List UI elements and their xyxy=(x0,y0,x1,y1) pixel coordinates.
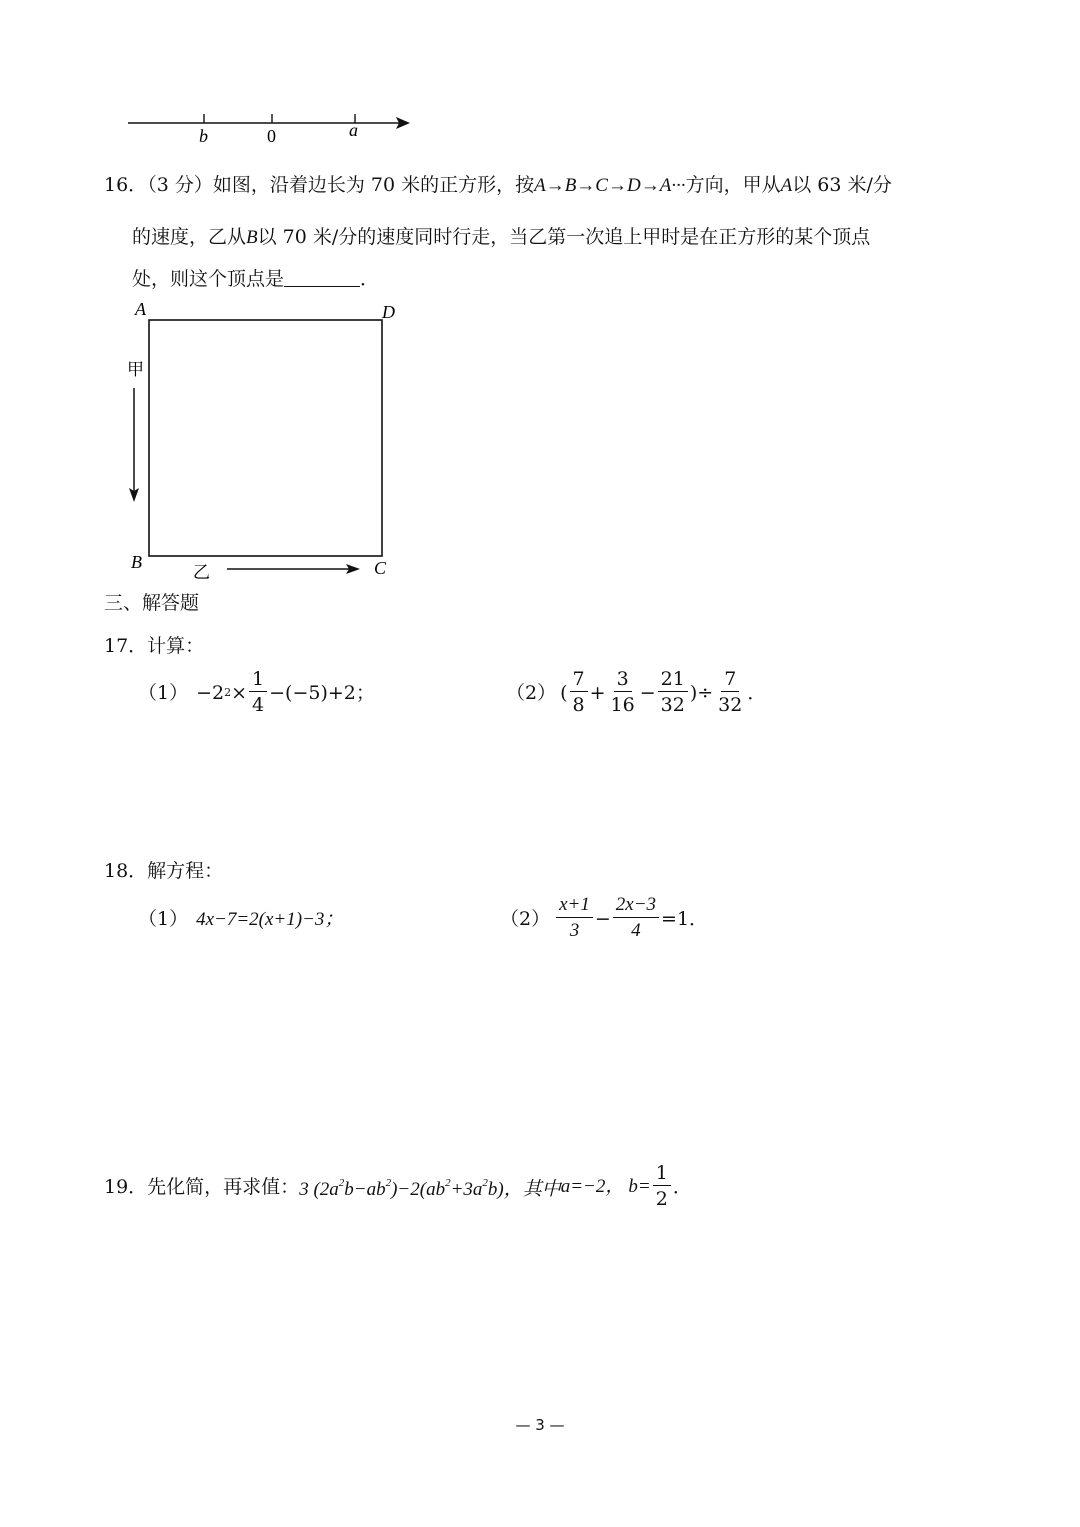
vertex-b: B xyxy=(131,552,142,572)
q16-score: （3 分） xyxy=(147,174,213,196)
fraction: $\frac{7}{8}$ xyxy=(570,667,588,718)
page-number: — 3 — xyxy=(515,1416,565,1434)
fraction: $\frac{3}{16}$ xyxy=(610,668,635,716)
label-jia: 甲 xyxy=(127,360,144,380)
vertex-c: C xyxy=(374,558,387,578)
fraction: $\frac{21}{32}$ xyxy=(658,667,688,718)
q18-title: 18．解方程： xyxy=(104,860,224,882)
label-a: a xyxy=(349,120,358,140)
label-b: b xyxy=(199,126,208,146)
section-title: 三、解答题 xyxy=(104,592,200,614)
label-zero: 0 xyxy=(267,126,276,146)
vertex-a: A xyxy=(135,299,146,319)
fraction: $\frac{1}{4}$ xyxy=(249,667,267,718)
fraction: $\frac{x+1}{3}$ xyxy=(556,893,593,944)
q18-part1: （1） 4x−7=2(x+1)−3； xyxy=(138,908,344,930)
label-yi: 乙 xyxy=(193,563,210,583)
q17-part1: （1） −2 2 × $\frac{1}{4}$ −(−5)+2； xyxy=(138,668,375,716)
q17-title: 17．计算： xyxy=(104,635,205,657)
answer-blank xyxy=(284,266,360,287)
q16-path: A→B→C→D→A··· xyxy=(534,175,686,196)
q16-line3: 处，则这个顶点是 ． xyxy=(132,268,380,290)
q18-part2: （2） $\frac{x+1}{3}$ − $\frac{2x-3}{4}$ =1． xyxy=(500,893,708,944)
q16-number: 16． xyxy=(104,174,148,196)
number-line xyxy=(120,104,420,150)
q16-line1: 16．（3 分）如图，沿着边长为 70 米的正方形，按A→B→C→D→A···方向，甲从A以 63 米/分 xyxy=(104,174,892,196)
q17-part2: （2） ( $\frac{7}{8}$ + $\frac{3}{16}$ − $\frac{21}{32}$ )÷ $\frac{7}{32}$ ． xyxy=(506,668,767,716)
fraction: $\frac{2x-3}{4}$ xyxy=(613,893,659,944)
fraction: $\frac{1}{2}$ xyxy=(653,1161,671,1212)
vertex-d: D xyxy=(382,302,395,322)
q19: 19．先化简，再求值： 3 $(2a^2b-ab^2)-2(ab^2+3a^2b)$，其中 a=−2， b= $\frac{1}{2}$ ． xyxy=(104,1162,692,1210)
square-figure xyxy=(120,296,410,586)
q16-line2: 的速度，乙从B以 70 米/分的速度同时行走，当乙第一次追上甲时是在正方形的某个顶点 xyxy=(132,226,871,248)
fraction: $\frac{7}{32}$ xyxy=(718,668,743,716)
